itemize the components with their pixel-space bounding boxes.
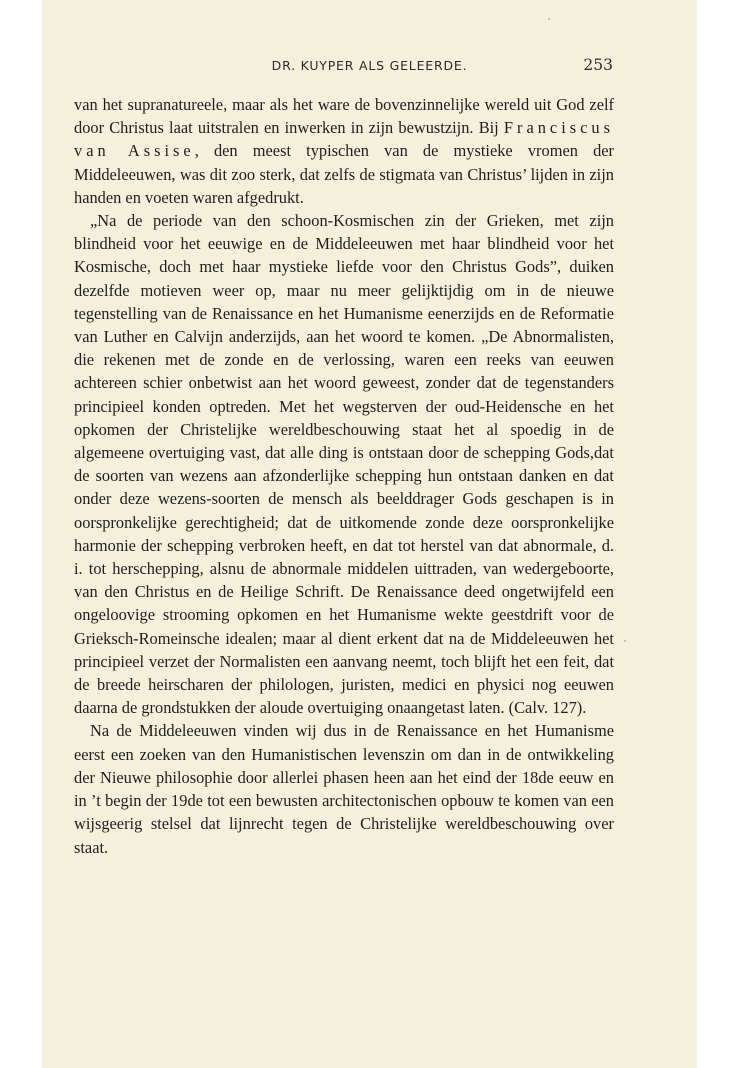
paper-speck [624, 640, 626, 642]
emphasized-name: Franciscus van Assise [74, 118, 614, 161]
paragraph-2: „Na de periode van den schoon-Kosmischen zin der Grieken, met zijn blindheid voor het eeuwige en de Middeleeuwen met haar blindheid voor het Kosmische, doch met haar mystieke liefde voor den Christus Gods”, duiken dezelfde motieven weer op, maar nu meer gelijktijdig om in de nieuwe tegenstelling van de Renaissance en het Humanisme eenerzijds en de Reformatie van Luther en Calvijn anderzijds, aan het woord te komen. „De Abnormalisten, die rekenen met de zonde en de verlossing, waren een reeks van eeuwen achtereen schier onbetwist aan het woord geweest, zonder dat de tegenstanders principieel konden optreden. Met het wegsterven der oud-Heidensche en het opkomen der Christelijke wereldbeschouwing staat het al spoedig in de algemeene overtuiging vast, dat alle ding is ontstaan door de schepping Gods,dat de soorten van wezens aan afzonderlijke schepping hun ontstaan danken en dat onder deze wezens-soorten de mensch als beelddrager Gods geschapen is in oorspronkelijke gerechtigheid; dat de uitkomende zonde deze oorspronkelijke harmonie der schepping verbroken heeft, en dat tot herstel van dat abnormale, d. i. tot herschepping, alsnu de abnormale middelen uittraden, van wedergeboorte, van den Christus en de Heilige Schrift. De Renaissance deed ongetwijfeld een ongeloovige strooming opkomen en het Humanisme wekte geestdrift voor de Grieksch-Romeinsche idealen; maar al dient erkent dat na de Middeleeuwen het principieel verzet der Normalisten een aanvang neemt, toch blijft het een feit, dat de breede heirscharen der philologen, juristen, medici en physici nog eeuwen daarna de grondstukken der aloude overtuiging onaangetast laten. (Calv. 127). [74, 211, 614, 718]
page-number: 253 [583, 56, 613, 74]
paragraph-1-start: van het supranatureele, maar als het ware de bovenzinnelijke wereld uit God zelf door Christus laat uitstralen en inwerken in zijn bewustzijn. Bij [74, 95, 614, 138]
paragraph-1-end: , den meest typischen van de mystieke vromen der Middeleeuwen, was dit zoo sterk, dat zelfs de stigmata van Christus’ lijden in zijn handen en voeten waren afgedrukt. [74, 141, 614, 207]
page-header [42, 56, 697, 78]
paragraph-3: Na de Middeleeuwen vinden wij dus in de Renaissance en het Humanisme eerst een zoeken van den Humanistischen levenszin om dan in de ontwikkeling der Nieuwe philosophie door allerlei phasen heen aan het eind der 18de eeuw en in ’t begin der 19de tot een bewusten architectonischen opbouw te komen van een wijsgeerig stelsel dat lijnrecht tegen de Christelijke wereldbeschouwing over staat. [74, 721, 614, 857]
running-title: DR. KUYPER ALS GELEERDE. [271, 58, 468, 73]
body-text [74, 93, 614, 859]
book-page [42, 0, 697, 1068]
paragraph-1 [74, 93, 614, 209]
paper-speck [548, 18, 550, 20]
